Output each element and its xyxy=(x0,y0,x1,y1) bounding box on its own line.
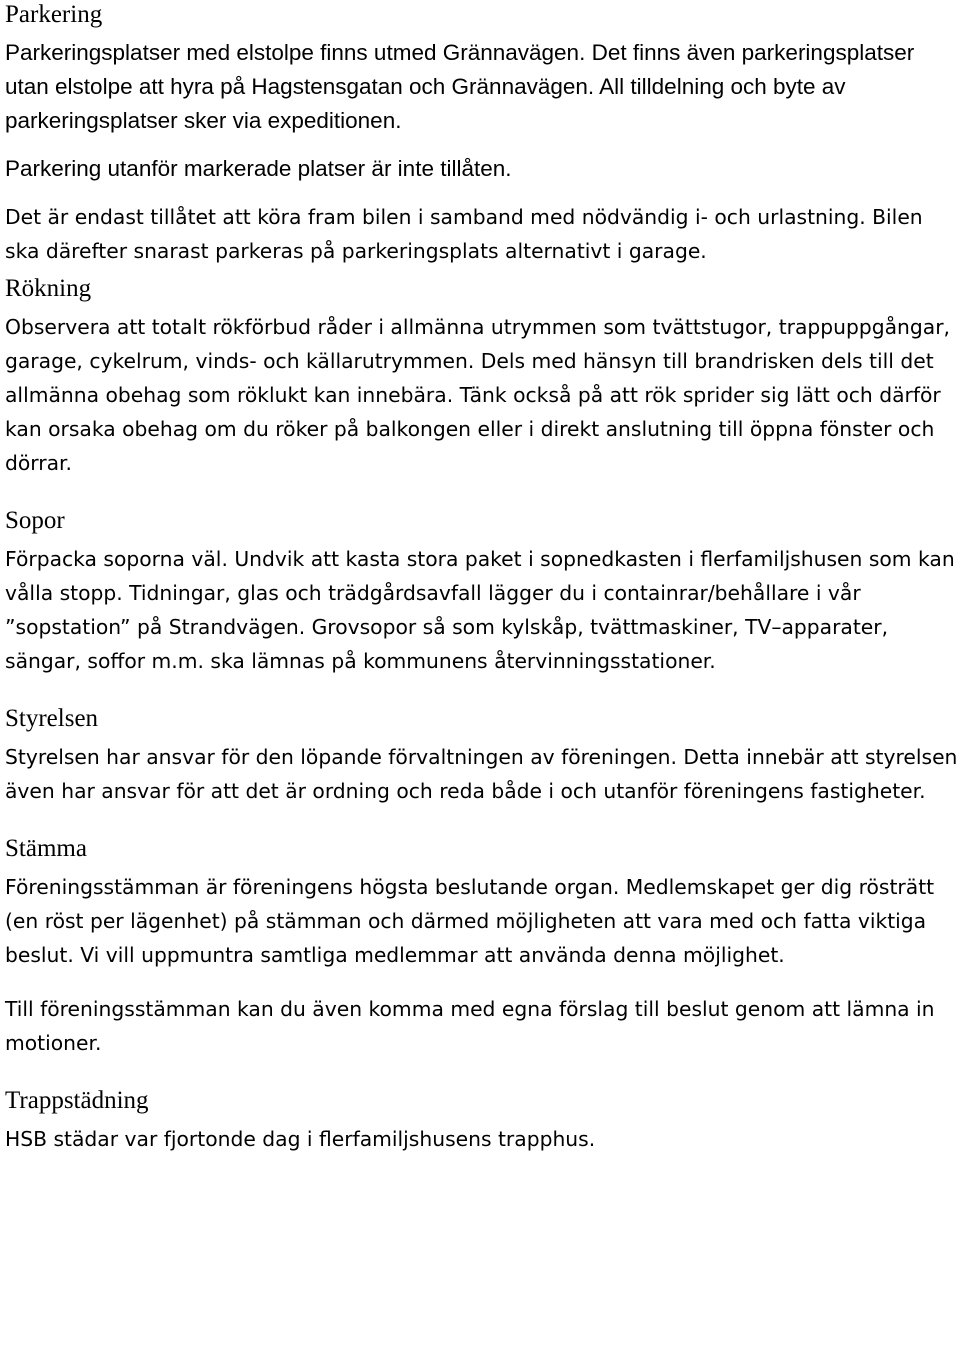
paragraph: Till föreningsstämman kan du även komma med egna förslag till beslut genom att lämna in motioner. xyxy=(5,997,935,1055)
section-heading: Rökning xyxy=(5,275,92,302)
paragraph: Parkering utanför markerade platser är inte tillåten. xyxy=(5,156,512,181)
section-heading: Parkering xyxy=(5,1,103,28)
section-sopor xyxy=(5,506,960,678)
paragraph: Observera att totalt rökförbud råder i allmänna utrymmen som tvättstugor, trappuppgångar, garage, cykelrum, vinds- och källarutrymmen. Dels med hänsyn till brandrisken dels till det allmänna obehag som röklukt kan innebära. Tänk också på att rök sprider sig lätt och därför kan orsaka obehag om du röker på balkongen eller i direkt anslutning till öppna fönster och dörrar. xyxy=(5,315,950,475)
section-stamma xyxy=(5,834,960,1060)
paragraph: Styrelsen har ansvar för den löpande förvaltningen av föreningen. Detta innebär att styrelsen även har ansvar för att det är ordning och reda både i och utanför föreningens fastigheter. xyxy=(5,745,958,803)
paragraph: Föreningsstämman är föreningens högsta beslutande organ. Medlemskapet ger dig rösträtt (en röst per lägenhet) på stämman och därmed möjligheten att vara med och fatta viktiga beslut. Vi vill uppmuntra samtliga medlemmar att använda denna möjlighet. xyxy=(5,875,935,967)
section-trappstadning xyxy=(5,1086,960,1156)
section-styrelsen xyxy=(5,704,960,808)
section-rokning xyxy=(5,274,960,480)
paragraph: HSB städar var fjortonde dag i flerfamiljshusens trapphus. xyxy=(5,1127,596,1151)
section-parkering xyxy=(5,0,960,268)
document-page xyxy=(5,0,960,1156)
paragraph: Parkeringsplatser med elstolpe finns utmed Grännavägen. Det finns även parkeringsplatser utan elstolpe att hyra på Hagstensgatan och Grännavägen. All tilldelning och byte av parkeringsplatser sker via expeditionen. xyxy=(5,40,915,133)
section-heading: Stämma xyxy=(5,835,87,862)
section-heading: Styrelsen xyxy=(5,705,99,732)
paragraph: Det är endast tillåtet att köra fram bilen i samband med nödvändig i- och urlastning. Bilen ska därefter snarast parkeras på parkeringsplats alternativt i garage. xyxy=(5,205,923,263)
paragraph: Förpacka soporna väl. Undvik att kasta stora paket i sopnedkasten i flerfamiljshusen som kan vålla stopp. Tidningar, glas och trädgårdsavfall lägger du i containrar/behållare i vår ”sopstation” på Strandvägen. Grovsopor så som kylskåp, tvättmaskiner, TV–apparater, sängar, soffor m.m. ska lämnas på kommunens återvinningsstationer. xyxy=(5,547,955,673)
section-heading: Trappstädning xyxy=(5,1087,149,1114)
section-heading: Sopor xyxy=(5,507,65,534)
